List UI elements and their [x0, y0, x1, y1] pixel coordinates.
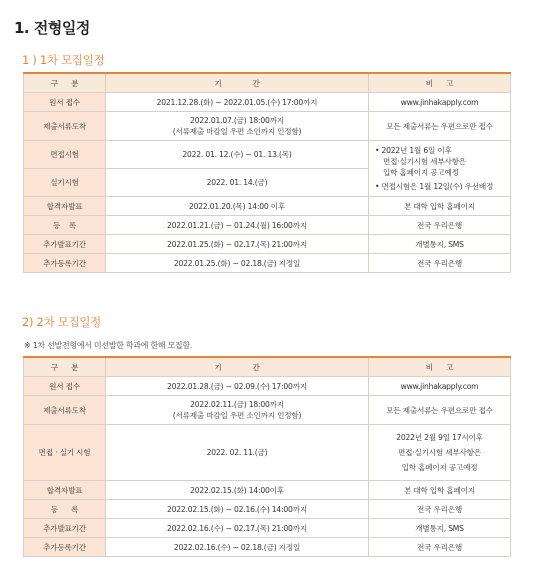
table-row: [24, 538, 511, 557]
row-note: 전국 우리은행: [369, 538, 511, 557]
row-label: 합격자발표: [24, 481, 106, 500]
row-note: [369, 425, 511, 481]
row-period: 2022. 01. 14.(금): [106, 169, 369, 197]
row-note: 개별통지, SMS: [369, 235, 511, 254]
row-label: 제출서류도착: [24, 112, 106, 141]
table-row: [24, 377, 511, 396]
row-period: 2022.01.21.(금) ~ 01.24.(월) 16:00까지: [106, 216, 369, 235]
period-line: (서류제출 마감일 우편 소인까지 인정함): [172, 411, 302, 420]
table-row: [24, 519, 511, 538]
header-category: 구 분: [24, 357, 106, 377]
row-period: [106, 112, 369, 141]
page-title: 1. 전형일정: [14, 19, 90, 37]
row-label: 등 록: [24, 500, 106, 519]
row-note: www.jinhakapply.com: [369, 93, 511, 112]
header-note: 비 고: [369, 73, 511, 93]
table-header-row: [24, 73, 511, 93]
row-period: 2022.01.20.(목) 14:00 이후: [106, 197, 369, 216]
note-bullet: • 2022년 1월 6일 이후: [375, 146, 452, 155]
table-header-row: [24, 357, 511, 377]
row-note: 전국 우리은행: [369, 216, 511, 235]
row-period: 2022.01.25.(화) ~ 02.18.(금) 지정일: [106, 254, 369, 273]
row-label: 제출서류도착: [24, 396, 106, 425]
schedule-table-2: [23, 356, 511, 557]
section1-title: 1 ) 1차 모집일정: [22, 53, 105, 67]
row-label: 추가발표기간: [24, 235, 106, 254]
section2-title: 2) 2차 모집일정: [22, 315, 101, 329]
header-period: 기 간: [106, 73, 369, 93]
row-label: 추가발표기간: [24, 519, 106, 538]
table-row: [24, 93, 511, 112]
row-label: 원서 접수: [24, 93, 106, 112]
row-period: 2022.02.16.(수) ~ 02.18.(금) 지정일: [106, 538, 369, 557]
schedule-table-1: [23, 72, 511, 273]
row-label: 면접시험: [24, 141, 106, 169]
row-label: 합격자발표: [24, 197, 106, 216]
table-row: [24, 481, 511, 500]
row-label: 실기시험: [24, 169, 106, 197]
period-line: (서류제출 마감일 우편 소인까지 인정함): [172, 127, 302, 136]
period-line: 2022.01.07.(금) 18:00까지: [190, 116, 284, 125]
note-line: 면접·실기시험 세부사항은: [383, 157, 466, 166]
table-row: [24, 112, 511, 141]
row-period: 2022.02.16.(수) ~ 02.17.(목) 21:00까지: [106, 519, 369, 538]
row-period: 2022. 02. 11.(금): [106, 425, 369, 481]
section2-note: ※ 1차 선발전형에서 미선발한 학과에 한해 모집함.: [24, 341, 193, 350]
row-label: 원서 접수: [24, 377, 106, 396]
row-period: 2022. 01. 12.(수) ~ 01. 13.(목): [106, 141, 369, 169]
note-line: 입학 홈페이지 공고예정: [401, 463, 478, 472]
period-line: 2022.02.11.(금) 18:00까지: [190, 400, 284, 409]
row-note-merged: [369, 141, 511, 197]
table-row: [24, 216, 511, 235]
row-note: 개별통지, SMS: [369, 519, 511, 538]
row-note: 전국 우리은행: [369, 500, 511, 519]
row-note: 전국 우리은행: [369, 254, 511, 273]
note-line: 면접·실기시험 세부사항은: [398, 448, 481, 457]
row-period: 2021.12.28.(화) ~ 2022.01.05.(수) 17:00까지: [106, 93, 369, 112]
header-category: 구 분: [24, 73, 106, 93]
row-note: 본 대학 입학 홈페이지: [369, 481, 511, 500]
row-label: 면접 · 실기 시험: [24, 425, 106, 481]
row-label: 등 록: [24, 216, 106, 235]
header-period: 기 간: [106, 357, 369, 377]
row-note: 본 대학 입학 홈페이지: [369, 197, 511, 216]
table-row: [24, 425, 511, 481]
row-period: 2022.01.28.(금) ~ 02.09.(수) 17:00까지: [106, 377, 369, 396]
note-bullet: • 면접시험은 1월 12일(수) 우선배정: [375, 182, 494, 191]
table-row: [24, 254, 511, 273]
row-period: 2022.02.15.(화) ~ 02.16.(수) 14:00까지: [106, 500, 369, 519]
note-line: 2022년 2월 9일 17시이후: [396, 433, 483, 442]
row-note: 모든 제출서류는 우편으로만 접수: [369, 396, 511, 425]
row-period: [106, 396, 369, 425]
table-row: [24, 396, 511, 425]
table-row: [24, 500, 511, 519]
row-note: www.jinhakapply.com: [369, 377, 511, 396]
table-row: [24, 141, 511, 169]
note-line: 입학 홈페이지 공고예정: [383, 168, 459, 177]
table-row: [24, 197, 511, 216]
row-period: 2022.02.15.(화) 14:00이후: [106, 481, 369, 500]
table-row: [24, 235, 511, 254]
row-note: 모든 제출서류는 우편으로만 접수: [369, 112, 511, 141]
row-period: 2022.01.25.(화) ~ 02.17.(목) 21:00까지: [106, 235, 369, 254]
row-label: 추가등록기간: [24, 254, 106, 273]
header-note: 비 고: [369, 357, 511, 377]
row-label: 추가등록기간: [24, 538, 106, 557]
